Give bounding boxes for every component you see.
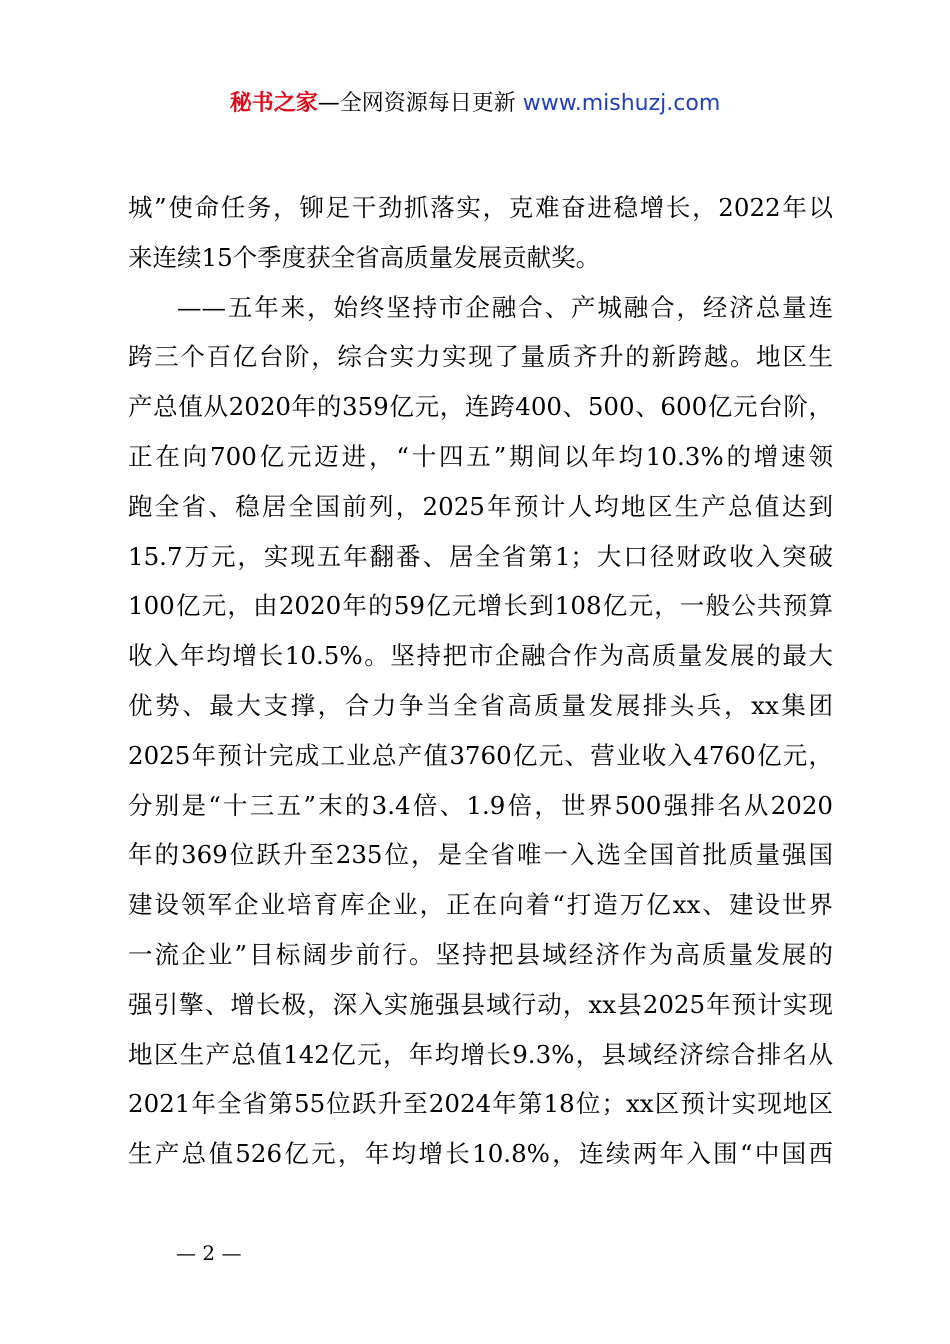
text-line: 年的369位跃升至235位，是全省唯一入选全国首批质量强国 bbox=[128, 840, 833, 870]
text-line: 正在向700亿元迈进，“十四五”期间以年均10.3%的增速领 bbox=[128, 441, 833, 471]
text-line: 跨三个百亿台阶，综合实力实现了量质齐升的新跨越。地区生 bbox=[128, 342, 833, 372]
text-line: 优势、最大支撑，合力争当全省高质量发展排头兵，xx集团 bbox=[128, 690, 833, 720]
text-line: 强引擎、增长极，深入实施强县域行动，xx县2025年预计实现 bbox=[128, 989, 833, 1019]
site-header bbox=[0, 86, 950, 122]
text-line: 城”使命任务，铆足干劲抓落实，克难奋进稳增长，2022年以 bbox=[128, 193, 833, 222]
text-line: 15.7万元，实现五年翻番、居全省第1；大口径财政收入突破 bbox=[128, 541, 833, 571]
brand-name: 秘书之家 bbox=[229, 91, 318, 116]
text-line: 来连续15个季度获全省高质量发展贡献奖。 bbox=[128, 242, 601, 272]
text-line: 2025年预计完成工业总产值3760亿元、营业收入4760亿元， bbox=[128, 740, 833, 770]
text-line: 建设领军企业培育库企业，正在向着“打造万亿xx、建设世界 bbox=[128, 890, 833, 920]
header-tagline: —全网资源每日更新 bbox=[317, 91, 523, 116]
body-text bbox=[128, 183, 833, 1179]
page-number: — 2 — bbox=[176, 1241, 242, 1265]
paragraph-first-line: ——五年来，始终坚持市企融合、产城融合，经济总量连 bbox=[177, 292, 833, 322]
text-line: 生产总值526亿元，年均增长10.8%，连续两年入围“中国西 bbox=[128, 1139, 833, 1169]
text-line: 100亿元，由2020年的59亿元增长到108亿元，一般公共预算 bbox=[128, 591, 833, 621]
text-line: 地区生产总值142亿元，年均增长9.3%，县域经济综合排名从 bbox=[128, 1039, 833, 1069]
text-line: 一流企业”目标阔步前行。坚持把县域经济作为高质量发展的 bbox=[128, 939, 833, 969]
site-url[interactable]: www.mishuzj.com bbox=[522, 91, 721, 116]
text-line: 跑全省、稳居全国前列，2025年预计人均地区生产总值达到 bbox=[128, 491, 833, 521]
text-line: 2021年全省第55位跃升至2024年第18位；xx区预计实现地区 bbox=[128, 1089, 833, 1119]
text-line: 产总值从2020年的359亿元，连跨400、500、600亿元台阶， bbox=[128, 392, 833, 422]
text-line: 收入年均增长10.5%。坚持把市企融合作为高质量发展的最大 bbox=[128, 641, 833, 671]
text-line: 分别是“十三五”末的3.4倍、1.9倍，世界500强排名从2020 bbox=[128, 790, 833, 820]
